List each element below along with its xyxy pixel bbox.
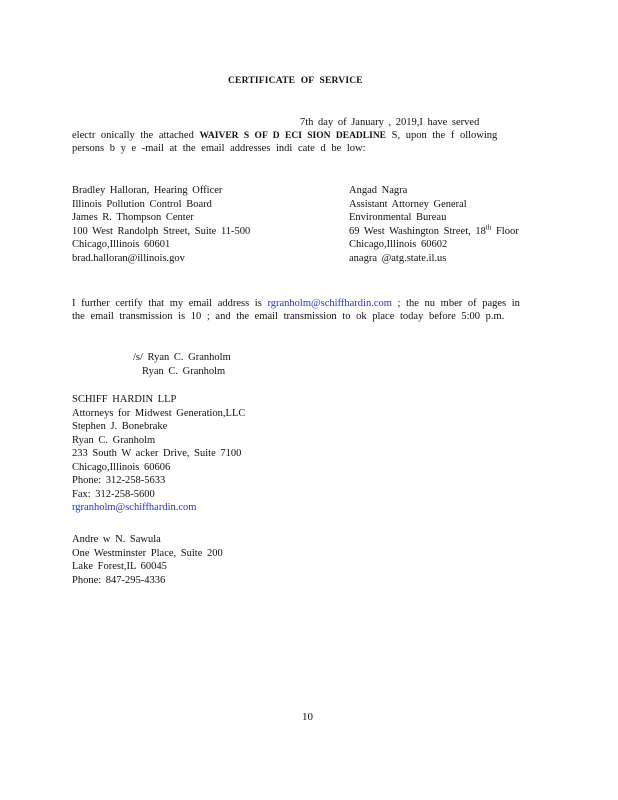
certification-line-2: the email transmission is 10 ; and the email transmission to ok place today before 5:00 p.m. xyxy=(72,311,505,322)
recipient-right-city: Chicago,Illinois 60602 xyxy=(349,239,448,250)
firm-phone: Phone: 312-258-5633 xyxy=(72,475,166,486)
recipient-left-city: Chicago,Illinois 60601 xyxy=(72,239,171,250)
certification-line-1 xyxy=(72,297,520,310)
recipient-left-block xyxy=(72,184,250,265)
floor-text: Floor xyxy=(491,225,519,237)
second-attorney-phone: Phone: 847-295-4336 xyxy=(72,574,166,586)
second-attorney-city: Lake Forest,IL 60045 xyxy=(72,561,167,572)
intro-line-1: 7th day of January , 2019,I have served xyxy=(300,117,480,128)
printed-signature-name: Ryan C. Granholm xyxy=(142,366,226,377)
cert-text-a: I further certify that my email address is xyxy=(72,298,268,309)
firm-block xyxy=(72,393,245,515)
recipient-right-street xyxy=(349,225,519,239)
recipient-right-name: Angad Nagra xyxy=(349,185,408,196)
certifier-email-link[interactable]: rgranholm@schiffhardin.com xyxy=(267,298,392,309)
recipient-right-title: Assistant Attorney General xyxy=(349,198,467,210)
recipient-right-dept: Environmental Bureau xyxy=(349,212,447,223)
firm-street: 233 South W acker Drive, Suite 7100 xyxy=(72,448,242,459)
intro-line-3: persons b y e -mail at the email addresses indi cate d be low: xyxy=(72,143,366,154)
intro-text-a: electr onically the attached xyxy=(72,130,200,141)
recipient-left-name: Bradley Halloran, Hearing Officer xyxy=(72,185,223,196)
intro-text-c: S, upon the f ollowing xyxy=(386,130,498,141)
firm-attorney: Stephen J. Bonebrake xyxy=(72,421,168,432)
intro-line-2 xyxy=(72,129,497,143)
second-attorney-block xyxy=(72,533,223,587)
second-attorney-name: Andre w N. Sawula xyxy=(72,534,161,545)
cert-text-b: ; the nu mber of pages in xyxy=(391,298,520,309)
firm-city: Chicago,Illinois 60606 xyxy=(72,461,171,473)
recipient-left-org: Illinois Pollution Control Board xyxy=(72,198,212,210)
ordinal-suffix: th xyxy=(485,223,492,231)
page-number: 10 xyxy=(302,711,313,723)
firm-fax: Fax: 312-258-5600 xyxy=(72,488,155,500)
recipient-left-building: James R. Thompson Center xyxy=(72,212,194,223)
firm-attorney-2: Ryan C. Granholm xyxy=(72,434,156,446)
document-title-bold: WAIVER S OF D ECI SION DEADLINE xyxy=(199,131,387,141)
firm-name: SCHIFF HARDIN LLP xyxy=(72,394,177,405)
recipient-left-street: 100 West Randolph Street, Suite 11-500 xyxy=(72,225,251,237)
page-title: CERTIFICATE OF SERVICE xyxy=(228,76,363,86)
street-text: 69 West Washington Street, 18 xyxy=(349,225,486,237)
recipient-right-email: anagra @atg.state.il.us xyxy=(349,252,447,264)
firm-role: Attorneys for Midwest Generation,LLC xyxy=(72,407,246,419)
second-attorney-street: One Westminster Place, Suite 200 xyxy=(72,547,223,559)
electronic-signature: /s/ Ryan C. Granholm xyxy=(133,352,231,363)
firm-email-link[interactable]: rgranholm@schiffhardin.com xyxy=(72,502,197,513)
recipient-right-block xyxy=(349,184,519,265)
recipient-left-email: brad.halloran@illinois.gov xyxy=(72,252,185,264)
